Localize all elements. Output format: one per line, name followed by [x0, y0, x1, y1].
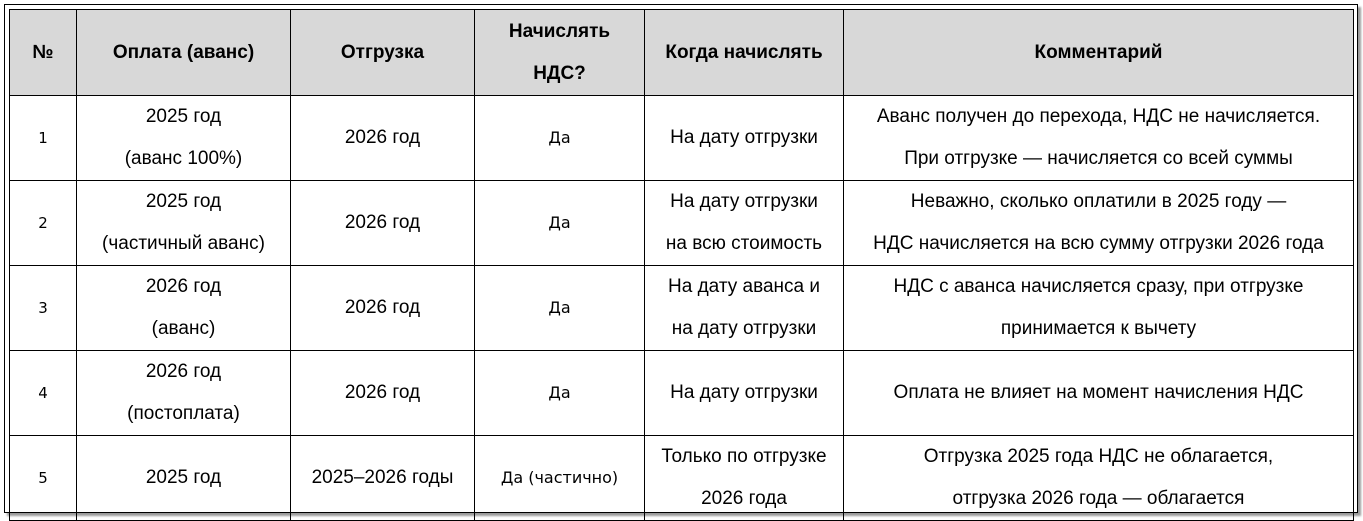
- row-number: 4: [10, 351, 77, 436]
- row-number: 1: [10, 96, 77, 181]
- when-cell: Только по отгрузке 2026 года: [645, 436, 844, 521]
- header-charge-vat: Начислять НДС?: [475, 10, 645, 96]
- table-frame: [4, 4, 1358, 513]
- shipment-cell: 2026 год: [291, 351, 475, 436]
- comment-cell: Неважно, сколько оплатили в 2025 году — НДС начисляется на всю сумму отгрузки 2026 года: [844, 181, 1354, 266]
- header-payment: Оплата (аванс): [77, 10, 291, 96]
- comment-cell: НДС с аванса начисляется сразу, при отгрузке принимается к вычету: [844, 266, 1354, 351]
- vat-cell: Да: [475, 96, 645, 181]
- table-row: [10, 266, 1354, 351]
- when-cell: На дату отгрузки: [645, 96, 844, 181]
- comment-cell: Отгрузка 2025 года НДС не облагается, отгрузка 2026 года — облагается: [844, 436, 1354, 521]
- table-row: [10, 351, 1354, 436]
- comment-cell: Оплата не влияет на момент начисления НДС: [844, 351, 1354, 436]
- shipment-cell: 2025–2026 годы: [291, 436, 475, 521]
- row-number: 5: [10, 436, 77, 521]
- vat-cell: Да (частично): [475, 436, 645, 521]
- row-number: 2: [10, 181, 77, 266]
- table-row: [10, 96, 1354, 181]
- header-row: [10, 10, 1354, 96]
- when-cell: На дату отгрузки на всю стоимость: [645, 181, 844, 266]
- vat-table: [9, 9, 1354, 521]
- row-number: 3: [10, 266, 77, 351]
- payment-cell: 2026 год (аванс): [77, 266, 291, 351]
- vat-cell: Да: [475, 181, 645, 266]
- header-when-charge: Когда начислять: [645, 10, 844, 96]
- payment-cell: 2025 год (аванс 100%): [77, 96, 291, 181]
- payment-cell: 2025 год: [77, 436, 291, 521]
- shipment-cell: 2026 год: [291, 266, 475, 351]
- header-shipment: Отгрузка: [291, 10, 475, 96]
- table-row: [10, 181, 1354, 266]
- vat-cell: Да: [475, 351, 645, 436]
- when-cell: На дату отгрузки: [645, 351, 844, 436]
- when-cell: На дату аванса и на дату отгрузки: [645, 266, 844, 351]
- vat-cell: Да: [475, 266, 645, 351]
- payment-cell: 2025 год (частичный аванс): [77, 181, 291, 266]
- shipment-cell: 2026 год: [291, 181, 475, 266]
- table-row: [10, 436, 1354, 521]
- shipment-cell: 2026 год: [291, 96, 475, 181]
- comment-cell: Аванс получен до перехода, НДС не начисляется. При отгрузке — начисляется со всей суммы: [844, 96, 1354, 181]
- header-comment: Комментарий: [844, 10, 1354, 96]
- payment-cell: 2026 год (постоплата): [77, 351, 291, 436]
- header-number: №: [10, 10, 77, 96]
